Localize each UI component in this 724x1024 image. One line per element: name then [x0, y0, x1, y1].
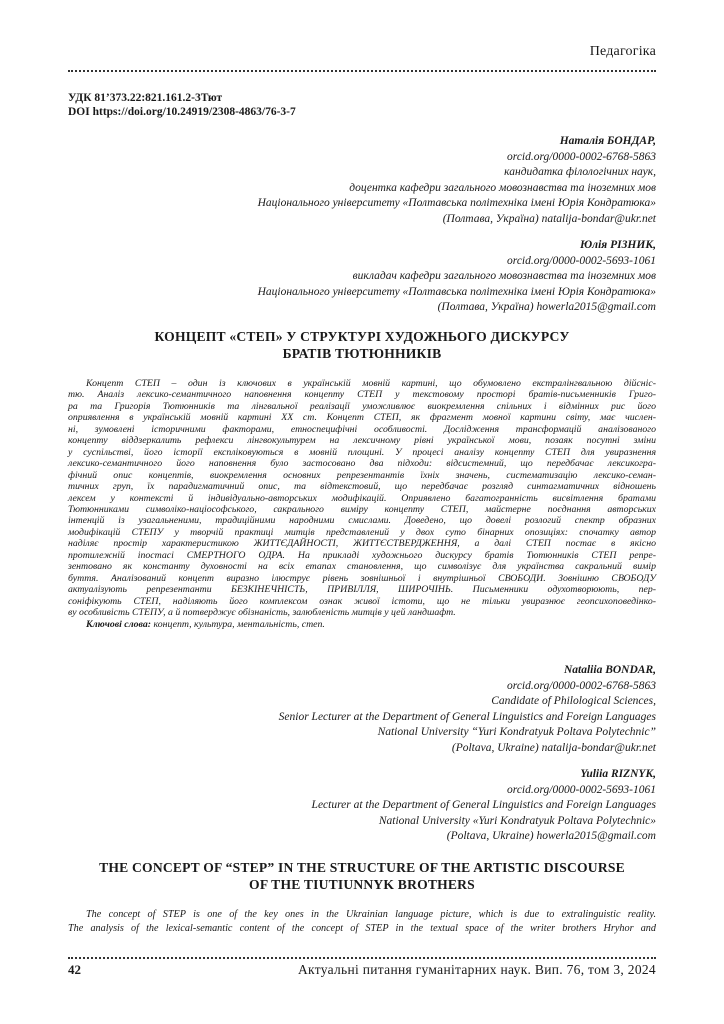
author-name: Юлія РІЗНИК, — [580, 239, 656, 251]
article-title-ua — [68, 328, 656, 362]
author-position: Lecturer at the Department of General Linguistics and Foreign Languages — [311, 799, 656, 812]
author-orcid[interactable]: orcid.org/0000-0002-6768-5863 — [507, 679, 656, 692]
title-line: БРАТІВ ТЮТЮННИКІВ — [282, 346, 442, 361]
abstract-line: Концепт СТЕП – один із ключових в українській мовній картині, що обумовлено екстралінгвальною дійсніс- — [86, 378, 656, 389]
title-line: КОНЦЕПТ «СТЕП» У СТРУКТУРІ ХУДОЖНЬОГО ДИСКУРСУ — [154, 329, 570, 344]
article-title-en — [68, 859, 656, 893]
article-identifiers — [68, 91, 296, 119]
abstract-line: ву особливість СТЕПУ, а й потверджує обізнаність, залюбленість митців у цей ландшафт. — [68, 607, 456, 619]
author-orcid[interactable]: orcid.org/0000-0002-5693-1061 — [507, 254, 656, 267]
abstract-line: ні, зумовлені історичними факторами, етноспецифічні особливості. Дослідження трансформацій аналізованого — [68, 423, 656, 435]
author-name: Nataliia BONDAR, — [563, 664, 656, 676]
author-block-en-2 — [68, 767, 656, 845]
keywords-label: Ключові слова: — [86, 619, 152, 630]
journal-citation: Актуальні питання гуманітарних наук. Вип. 76, том 3, 2024 — [297, 962, 656, 977]
abstract-line: протилежній іпостасі СМЕРТНОГО ОДРА. На прикладі художнього дискурсу братів Тютюнників СТЕП репре- — [68, 549, 656, 561]
abstract-line: ра та Григорія Тютюнників та лінгвальної реалізації уможливлює виокремлення спільних і відмінних рис його — [68, 400, 656, 412]
abstract-line: лексем у контексті й індивідуально-авторських модифікацій. Оприявлено багатогранність висвітлення братами — [68, 492, 656, 504]
abstract-line: лексико-семантичного його наповнення було застосовано два підходи: відсистемний, що передбачає лексикогра- — [68, 458, 656, 470]
author-location-email: (Полтава, Україна) natalija-bondar@ukr.net — [442, 212, 656, 225]
abstract-line: модифікацій СТЕПУ у творчій практиці митців представлений у двох суто бінарних опозиціях: спочатку автор — [68, 526, 656, 538]
author-degree: кандидатка філологічних наук, — [504, 166, 656, 179]
abstract-line: тичних груп, їх парадигматичний опис, та відтекстовий, що передбачає розгляд синтагматичних відношень — [68, 481, 656, 493]
author-name: Yuliia RIZNYK, — [580, 768, 656, 780]
abstract-line: фічний опис концептів, виокремлення основних репрезентантів їхніх значень, систематизацію лексико-семан- — [68, 469, 656, 481]
abstract-line: актуалізують репрезентанти БЕЗКІНЕЧНІСТЬ, ПРИВІЛЛЯ, ШИРОЧІНЬ. Письменники одухотворюють, пер- — [68, 584, 656, 596]
abstract-line: тю. Аналіз лексико-семантичного наповнення концепту СТЕП у текстовому просторі братів-письменників Григо- — [68, 389, 656, 401]
author-affiliation: Національного університету «Полтавська політехніка імені Юрія Кондратюка» — [257, 197, 656, 210]
page-number: 42 — [68, 962, 81, 977]
abstract-line: The analysis of the lexical-semantic content of the concept of STEP in the textual space of the writer brothers Hryhor and — [68, 922, 656, 934]
author-block-en-1 — [68, 663, 656, 757]
doi-link[interactable]: DOI https://doi.org/10.24919/2308-4863/76-3-7 — [68, 106, 296, 118]
abstract-line: концепту віддзеркалить рефлекси лінгвокультурем на лексичному рівні української мови, позаяк посутні зміни — [68, 435, 656, 447]
author-location-email: (Poltava, Ukraine) natalija-bondar@ukr.net — [451, 741, 656, 754]
header-divider — [68, 70, 656, 72]
abstract-line: Тютюнниками символіко-націософського, сакрального виміру концепту СТЕП, майстерне поєднання авторських — [68, 503, 656, 515]
keywords-ua — [68, 619, 656, 630]
author-block-ua-1 — [68, 134, 656, 228]
author-position: доцентка кафедри загального мовознавства та іноземних мов — [349, 181, 656, 194]
abstract-line: The concept of STEP is one of the key ones in the Ukrainian language picture, which is due to extralinguistic reality. — [86, 909, 656, 920]
abstract-line: буття. Аналізований концепт виразно ілюструє рівень зовнішньої і внутрішньої СВОБОДИ. Зовнішню СВОБОДУ — [68, 572, 656, 584]
abstract-line: оприявлення в українській мовній картині ХХ ст. Концепт СТЕП, як фрагмент мовної картини світу, має числен- — [68, 412, 656, 424]
author-affiliation: Національного університету «Полтавська політехніка імені Юрія Кондратюка» — [257, 285, 656, 298]
title-line: OF THE TIUTIUNNYK BROTHERS — [249, 877, 475, 892]
abstract-line: зентовано як константу духовності на всіх етапах становлення, що символізує для українства сакральний вимір — [68, 561, 656, 573]
author-affiliation: National University «Yuri Kondratyuk Poltava Polytechnic» — [378, 814, 656, 827]
author-position: викладач кафедри загального мовознавства та іноземних мов — [352, 270, 656, 283]
abstract-en — [68, 908, 656, 935]
udc-code: УДК 81’373.22:821.161.2-3Тют — [68, 92, 223, 104]
author-orcid[interactable]: orcid.org/0000-0002-5693-1061 — [507, 783, 656, 796]
author-location-email: (Полтава, Україна) howerla2015@gmail.com — [437, 301, 656, 314]
keywords-text: концепт, культура, ментальність, степ. — [151, 619, 325, 630]
author-block-ua-2 — [68, 238, 656, 316]
abstract-line: наділяє простір характеристикою ЖИТТЄДАЙНОСТІ, ЖИТТЄСТВЕРДЖЕННЯ, а далі СТЕП постає в якісно — [68, 538, 656, 550]
author-degree: Candidate of Philological Sciences, — [491, 695, 656, 708]
author-orcid[interactable]: orcid.org/0000-0002-6768-5863 — [507, 150, 656, 163]
author-position: Senior Lecturer at the Department of General Linguistics and Foreign Languages — [278, 710, 656, 723]
title-line: THE CONCEPT OF “STEP” IN THE STRUCTURE OF THE ARTISTIC DISCOURSE — [99, 860, 625, 875]
abstract-line: інтенцій із узагальненими, традиційними народними смислами. Доведено, що довелі розлогий спектр образних — [68, 515, 656, 527]
author-location-email: (Poltava, Ukraine) howerla2015@gmail.com — [446, 830, 656, 843]
abstract-ua — [68, 378, 656, 619]
running-header-section: Педагогіка — [589, 44, 656, 59]
author-name: Наталія БОНДАР, — [559, 135, 656, 147]
author-affiliation: National University “Yuri Kondratyuk Poltava Polytechnic” — [377, 726, 656, 739]
abstract-line: у суспільстві, його історії експліковуються в мовній площині. У процесі аналізу концепту СТЕП для увиразнення — [68, 446, 656, 458]
footer-divider — [68, 957, 656, 959]
abstract-line: соніфікують СТЕП, наділяють його комплексом ознак живої істоти, що не тільки увиразнює геопсихоповедінко- — [68, 595, 656, 607]
